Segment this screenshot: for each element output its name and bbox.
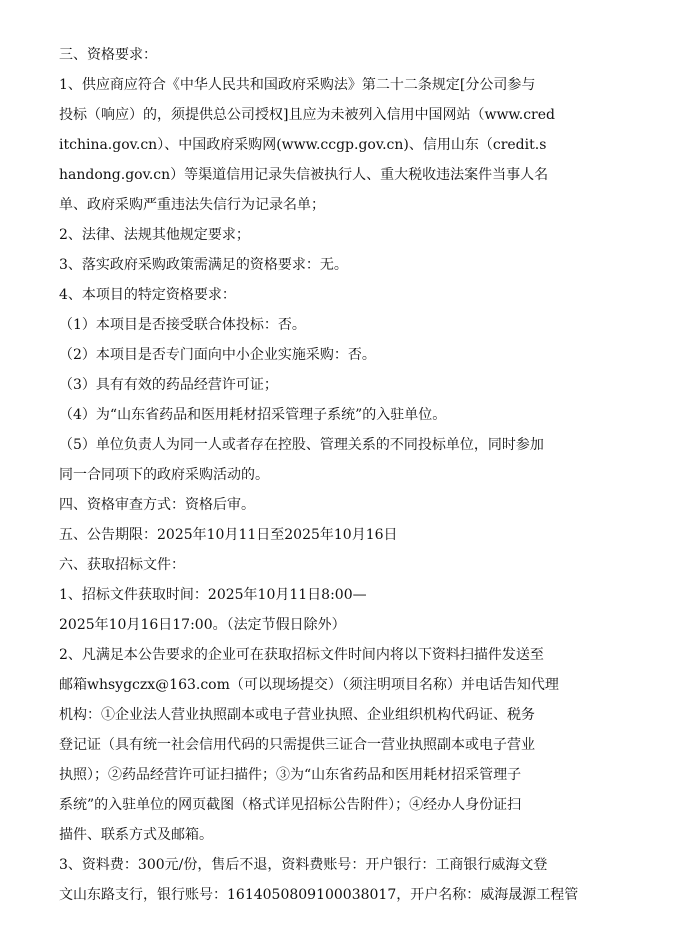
text-line: 2、凡满足本公告要求的企业可在获取招标文件时间内将以下资料扫描件发送至 xyxy=(59,647,544,663)
text-line: 描件、联系方式及邮箱。 xyxy=(59,827,213,843)
text-line: （2）本项目是否专门面向中小企业实施采购：否。 xyxy=(59,347,376,363)
text-line: 机构：①企业法人营业执照副本或电子营业执照、企业组织机构代码证、税务 xyxy=(59,707,535,723)
section-heading-period: 五、公告期限：2025年10月11日至2025年10月16日 xyxy=(59,527,398,543)
text-line: （4）为“山东省药品和医用耗材招采管理子系统”的入驻单位。 xyxy=(59,407,447,423)
text-line: 系统”的入驻单位的网页截图（格式详见招标公告附件）；④经办人身份证扫 xyxy=(59,797,522,813)
text-line: handong.gov.cn）等渠道信用记录失信被执行人、重大税收违法案件当事人名 xyxy=(59,167,549,183)
section-heading-review: 四、资格审查方式：资格后审。 xyxy=(59,497,255,513)
text-line: 1、招标文件获取时间：2025年10月11日8:00— xyxy=(59,587,367,603)
text-line: 2、法律、法规其他规定要求； xyxy=(59,227,250,243)
text-line: （1）本项目是否接受联合体投标：否。 xyxy=(59,317,306,333)
text-line: 1、供应商应符合《中华人民共和国政府采购法》第二十二条规定[分公司参与 xyxy=(59,77,536,93)
section-heading-obtain-docs: 六、获取招标文件： xyxy=(59,557,185,573)
text-line: 3、落实政府采购政策需满足的资格要求：无。 xyxy=(59,257,348,273)
section-heading-qualifications: 三、资格要求： xyxy=(59,47,157,63)
text-line: 单、政府采购严重违法失信行为记录名单； xyxy=(59,197,325,213)
text-line: 邮箱whsygczx@163.com（可以现场提交）（须注明项目名称）并电话告知代理 xyxy=(59,677,559,693)
text-line: itchina.gov.cn）、中国政府采购网(www.ccgp.gov.cn)、信用山东（credit.s xyxy=(59,137,547,153)
text-line: （3）具有有效的药品经营许可证； xyxy=(59,377,278,393)
text-line: 4、本项目的特定资格要求： xyxy=(59,287,236,303)
text-line: 投标（响应）的，须提供总公司授权]且应为未被列入信用中国网站（www.cred xyxy=(59,107,555,123)
text-line: 3、资料费：300元/份，售后不退，资料费账号：开户银行：工商银行威海文登 xyxy=(59,857,548,873)
text-line: 文山东路支行，银行账号：1614050809100038017，开户名称：威海晟源工程管 xyxy=(59,887,579,903)
text-line: 同一合同项下的政府采购活动的。 xyxy=(59,467,269,483)
text-line: 执照）；②药品经营许可证扫描件；③为“山东省药品和医用耗材招采管理子 xyxy=(59,767,522,783)
text-line: （5）单位负责人为同一人或者存在控股、管理关系的不同投标单位，同时参加 xyxy=(59,437,544,453)
text-line: 2025年10月16日17:00。（法定节假日除外） xyxy=(59,617,346,633)
text-line: 登记证（具有统一社会信用代码的只需提供三证合一营业执照副本或电子营业 xyxy=(59,737,535,753)
